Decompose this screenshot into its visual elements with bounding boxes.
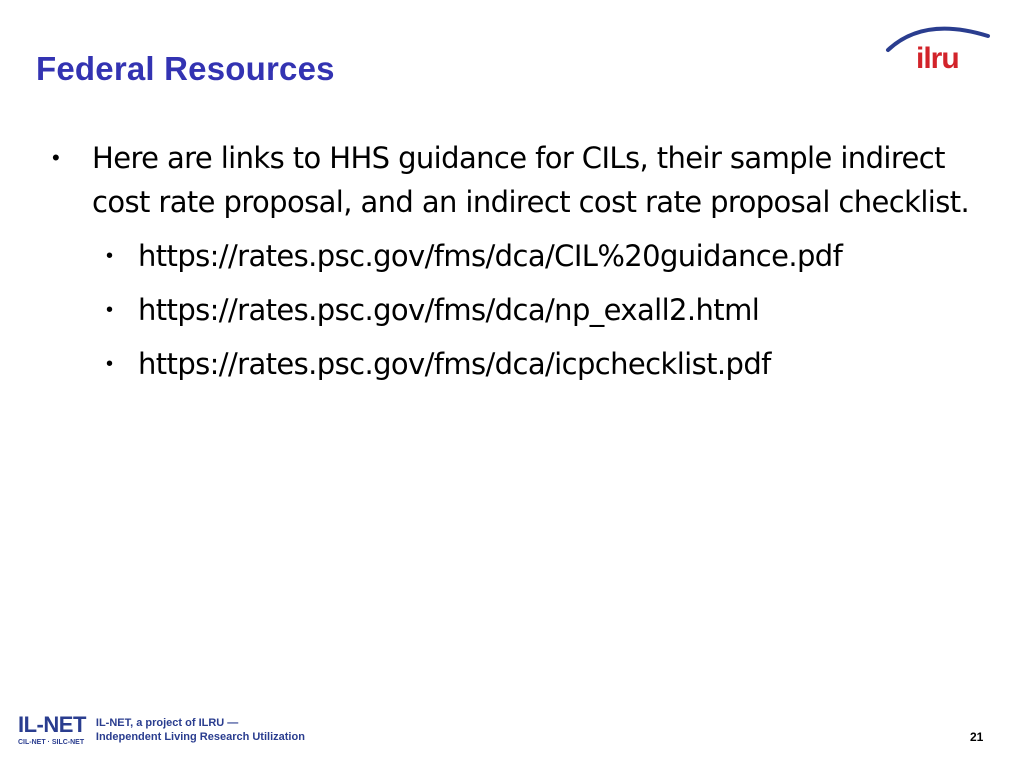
footer-tagline-line1: IL-NET, a project of ILRU — xyxy=(95,717,239,729)
footer xyxy=(18,708,305,752)
slide-content xyxy=(48,136,988,396)
ilnet-logo-text: IL-NET xyxy=(18,712,86,737)
link-list xyxy=(48,234,988,396)
ilru-logo xyxy=(884,14,994,72)
bullet-icon: • xyxy=(106,299,114,321)
cil-guidance-link[interactable]: https://rates.psc.gov/fms/dca/CIL%20guidance.pdf xyxy=(138,239,843,273)
footer-tagline xyxy=(96,716,305,744)
bullet-icon: • xyxy=(52,145,60,170)
bullet-icon: • xyxy=(106,353,114,375)
checklist-link[interactable]: https://rates.psc.gov/fms/dca/icpchecklist.pdf xyxy=(138,347,771,381)
ilnet-logo-subtext: CIL-NET · SILC-NET xyxy=(18,739,85,746)
sample-proposal-link[interactable]: https://rates.psc.gov/fms/dca/np_exall2.html xyxy=(138,293,760,327)
main-bullet-text: Here are links to HHS guidance for CILs, their sample indirect cost rate proposal, and an indirect cost rate proposal checklist. xyxy=(92,141,970,219)
bullet-icon: • xyxy=(106,245,114,267)
footer-tagline-line2: Independent Living Research Utilization xyxy=(95,731,305,743)
logo-text: ilru xyxy=(916,42,959,72)
ilnet-logo xyxy=(18,714,86,746)
main-bullet xyxy=(48,136,988,224)
link-item xyxy=(106,234,988,288)
page-number: 21 xyxy=(970,730,984,744)
link-item xyxy=(106,342,988,396)
link-item xyxy=(106,288,988,342)
slide-title: Federal Resources xyxy=(36,50,335,87)
